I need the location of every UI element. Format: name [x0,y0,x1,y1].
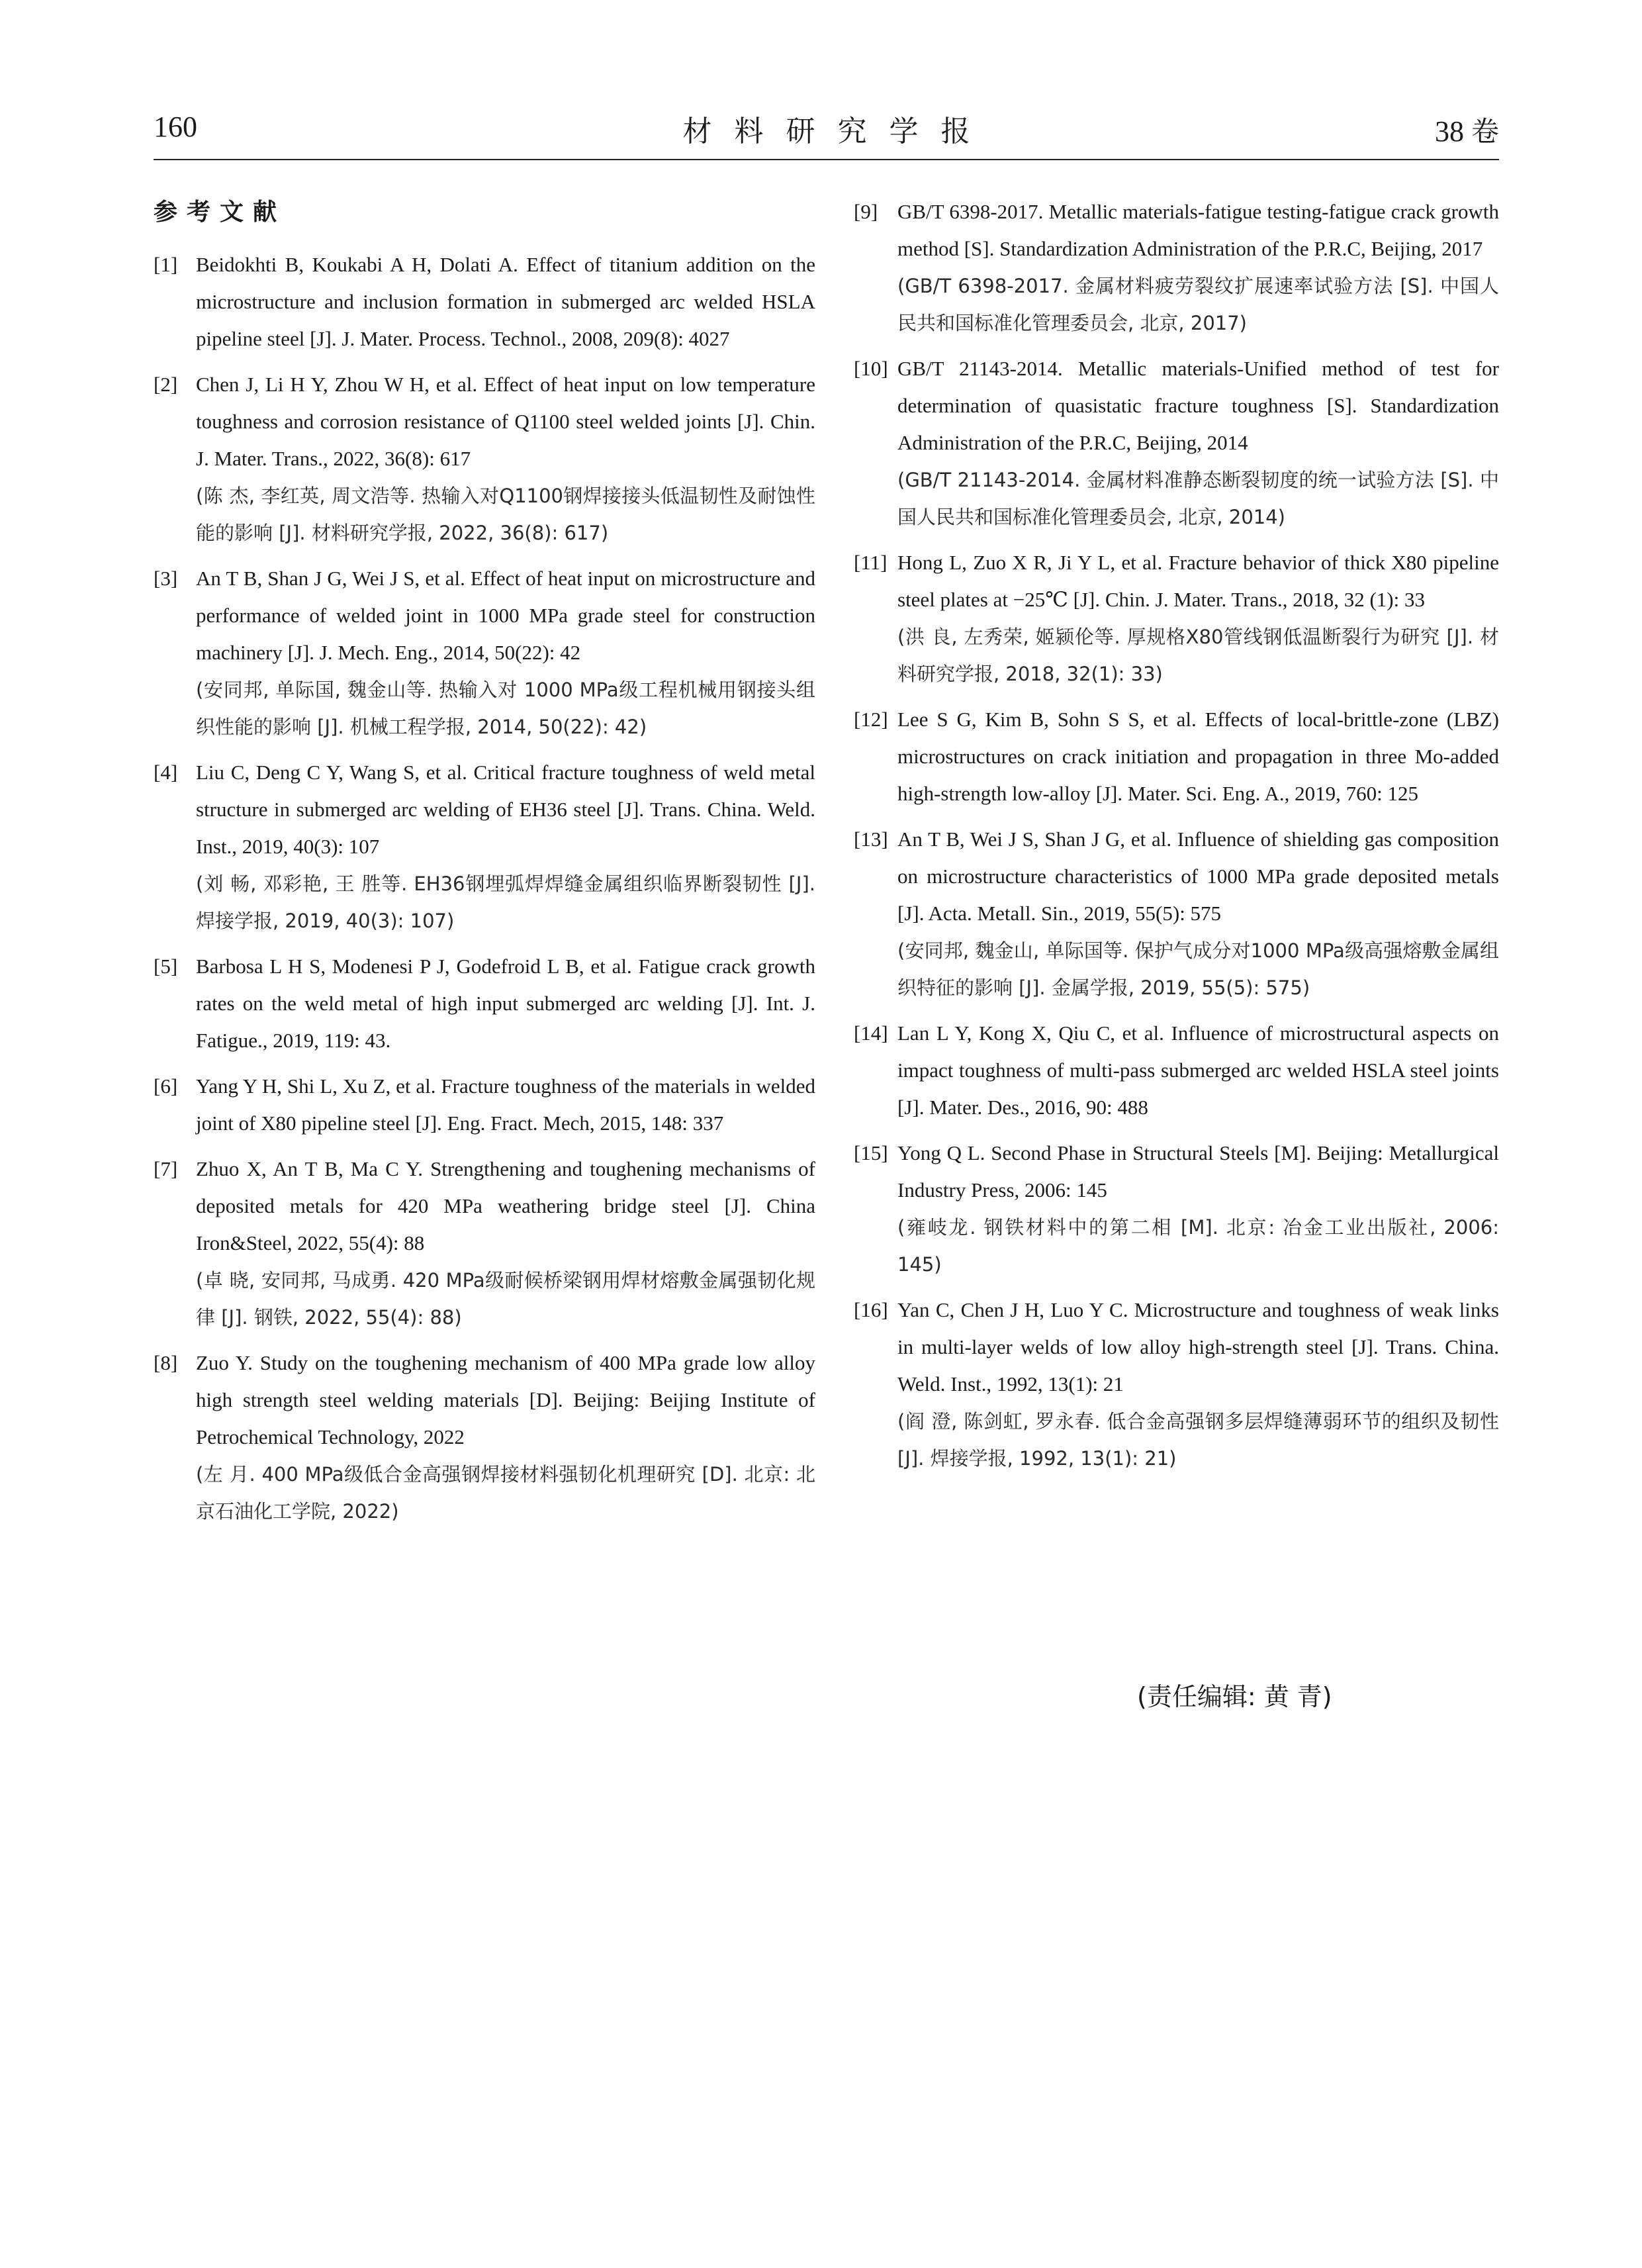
editor-note: (责任编辑: 黄 青) [1137,1682,1332,1711]
volume-number: 38 [1434,115,1464,148]
reference-number: [3] [154,567,178,590]
reference-chinese-citation: (卓 晓, 安同邦, 马成勇. 420 MPa级耐候桥梁钢用焊材熔敷金属强韧化规律 [J]. 钢铁, 2022, 55(4): 88) [196,1269,815,1329]
reference-citation: Beidokhti B, Koukabi A H, Dolati A. Effect of titanium addition on the microstructure and inclusion formation in submerged arc welded HSLA pipeline steel [J]. J. Mater. Process. Technol., 2008, 209(8): 4027 [196,253,815,350]
reference-number: [11] [854,551,888,574]
reference-number: [4] [154,761,178,784]
reference-chinese-citation: (雍岐龙. 钢铁材料中的第二相 [M]. 北京: 冶金工业出版社, 2006: 145) [897,1216,1499,1276]
reference-item [154,1345,815,1530]
reference-chinese-citation: (安同邦, 魏金山, 单际国等. 保护气成分对1000 MPa级高强熔敷金属组织特征的影响 [J]. 金属学报, 2019, 55(5): 575) [897,939,1499,999]
reference-citation: GB/T 6398-2017. Metallic materials-fatigue testing-fatigue crack growth method [S]. Standardization Administration of the P.R.C, Beijing, 2017 [897,200,1499,260]
reference-item [154,1068,815,1142]
reference-item [154,1151,815,1336]
reference-citation: GB/T 21143-2014. Metallic materials-Unified method of test for determination of quasistatic fracture toughness [S]. Standardization Administration of the P.R.C, Beijing, 2014 [897,357,1499,454]
reference-number: [7] [154,1157,178,1180]
reference-item [854,544,1499,692]
reference-chinese-citation: (洪 良, 左秀荣, 姬颍伦等. 厚规格X80管线钢低温断裂行为研究 [J]. 材料研究学报, 2018, 32(1): 33) [897,626,1499,685]
reference-number: [10] [854,357,888,380]
references-right-column [854,193,1499,1486]
volume-unit: 卷 [1471,115,1499,148]
reference-number: [14] [854,1021,888,1045]
header-rule [154,159,1499,160]
reference-citation: An T B, Wei J S, Shan J G, et al. Influence of shielding gas composition on microstructure characteristics of 1000 MPa grade deposited metals [J]. Acta. Metall. Sin., 2019, 55(5): 575 [897,827,1499,925]
reference-citation: Yan C, Chen J H, Luo Y C. Microstructure and toughness of weak links in multi-layer welds of low alloy high-strength steel [J]. Trans. China. Weld. Inst., 1992, 13(1): 21 [897,1298,1499,1395]
reference-chinese-citation: (陈 杰, 李红英, 周文浩等. 热输入对Q1100钢焊接接头低温韧性及耐蚀性能的影响 [J]. 材料研究学报, 2022, 36(8): 617) [196,485,815,544]
reference-citation: Yong Q L. Second Phase in Structural Steels [M]. Beijing: Metallurgical Industry Press, 2006: 145 [897,1141,1499,1202]
reference-citation: Barbosa L H S, Modenesi P J, Godefroid L B, et al. Fatigue crack growth rates on the weld metal of high input submerged arc welding [J]. Int. J. Fatigue., 2019, 119: 43. [196,955,815,1052]
reference-number: [12] [854,708,888,731]
reference-item [854,701,1499,812]
reference-citation: Lan L Y, Kong X, Qiu C, et al. Influence of microstructural aspects on impact toughness of multi-pass submerged arc welded HSLA steel joints [J]. Mater. Des., 2016, 90: 488 [897,1021,1499,1119]
reference-item [154,246,815,357]
reference-citation: An T B, Shan J G, Wei J S, et al. Effect of heat input on microstructure and performance of welded joint in 1000 MPa grade steel for construction machinery [J]. J. Mech. Eng., 2014, 50(22): 42 [196,567,815,664]
reference-number: [15] [854,1141,888,1164]
reference-item [154,948,815,1059]
reference-citation: Zhuo X, An T B, Ma C Y. Strengthening and toughening mechanisms of deposited metals for 420 MPa weathering bridge steel [J]. China Iron&Steel, 2022, 55(4): 88 [196,1157,815,1254]
reference-number: [13] [854,827,888,851]
reference-citation: Lee S G, Kim B, Sohn S S, et al. Effects of local-brittle-zone (LBZ) microstructures on crack initiation and propagation in three Mo-added high-strength low-alloy [J]. Mater. Sci. Eng. A., 2019, 760: 125 [897,708,1499,805]
reference-number: [5] [154,955,178,978]
reference-number: [16] [854,1298,888,1321]
reference-citation: Hong L, Zuo X R, Ji Y L, et al. Fracture behavior of thick X80 pipeline steel plates at −25℃ [J]. Chin. J. Mater. Trans., 2018, 32 (1): 33 [897,551,1499,611]
reference-citation: Zuo Y. Study on the toughening mechanism of 400 MPa grade low alloy high strength steel welding materials [D]. Beijing: Beijing Institute of Petrochemical Technology, 2022 [196,1351,815,1448]
reference-item [854,1292,1499,1477]
reference-chinese-citation: (GB/T 6398-2017. 金属材料疲劳裂纹扩展速率试验方法 [S]. 中国人民共和国标准化管理委员会, 北京, 2017) [897,275,1499,334]
reference-chinese-citation: (阎 澄, 陈剑虹, 罗永春. 低合金高强钢多层焊缝薄弱环节的组织及韧性 [J]. 焊接学报, 1992, 13(1): 21) [897,1410,1499,1470]
reference-citation: Chen J, Li H Y, Zhou W H, et al. Effect of heat input on low temperature toughness and corrosion resistance of Q1100 steel welded joints [J]. Chin. J. Mater. Trans., 2022, 36(8): 617 [196,373,815,470]
volume-label [1435,110,1499,150]
reference-item [854,821,1499,1006]
journal-title: 材料研究学报 [682,115,993,148]
reference-number: [2] [154,373,178,396]
reference-chinese-citation: (安同邦, 单际国, 魏金山等. 热输入对 1000 MPa级工程机械用钢接头组织性能的影响 [J]. 机械工程学报, 2014, 50(22): 42) [196,679,815,738]
reference-item [854,1015,1499,1126]
reference-number: [1] [154,253,178,276]
reference-citation: Yang Y H, Shi L, Xu Z, et al. Fracture toughness of the materials in welded joint of X80 pipeline steel [J]. Eng. Fract. Mech, 2015, 148: 337 [196,1074,815,1135]
references-left-column [154,246,815,1538]
reference-number: [6] [154,1074,178,1098]
page-number: 160 [154,111,197,143]
reference-item [854,350,1499,536]
page-header [154,105,1499,159]
reference-chinese-citation: (左 月. 400 MPa级低合金高强钢焊接材料强韧化机理研究 [D]. 北京: 北京石油化工学院, 2022) [196,1463,815,1523]
reference-citation: Liu C, Deng C Y, Wang S, et al. Critical fracture toughness of weld metal structure in submerged arc welding of EH36 steel [J]. Trans. China. Weld. Inst., 2019, 40(3): 107 [196,761,815,858]
reference-item [154,754,815,939]
reference-item [854,1135,1499,1283]
reference-chinese-citation: (GB/T 21143-2014. 金属材料准静态断裂韧度的统一试验方法 [S]. 中国人民共和国标准化管理委员会, 北京, 2014) [897,469,1499,528]
reference-item [854,193,1499,342]
reference-item [154,560,815,745]
reference-item [154,366,815,551]
reference-number: [8] [154,1351,178,1374]
reference-number: [9] [854,200,878,223]
reference-chinese-citation: (刘 畅, 邓彩艳, 王 胜等. EH36钢埋弧焊焊缝金属组织临界断裂韧性 [J]. 焊接学报, 2019, 40(3): 107) [196,873,815,932]
references-heading: 参考文献 [154,199,287,226]
